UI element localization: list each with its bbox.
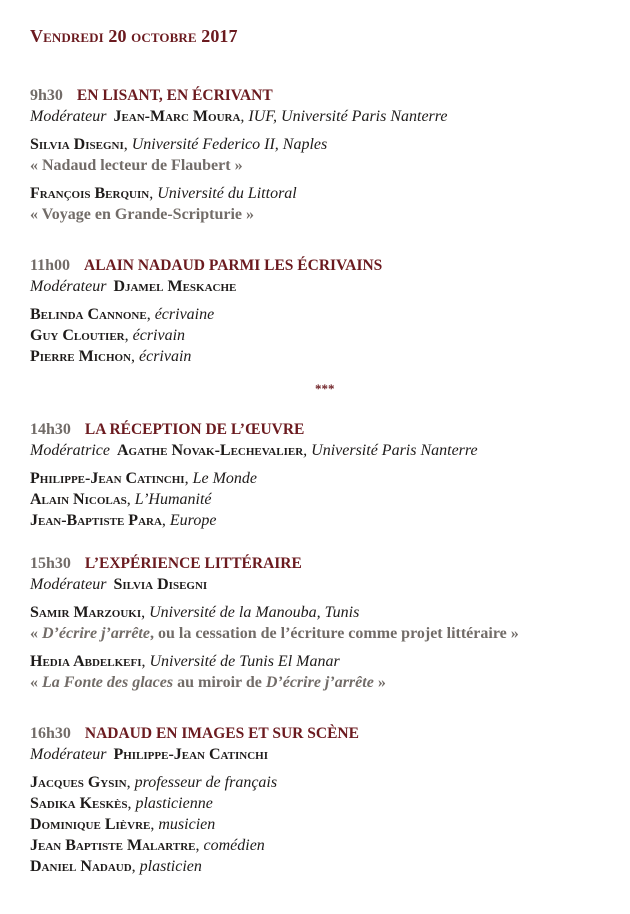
moderator-role: Modérateur [30, 576, 107, 593]
section-separator: *** [315, 381, 335, 396]
session-header [30, 724, 610, 744]
speaker-affiliation: Le Monde [192, 470, 258, 487]
speaker-name: Jean-Baptiste Para [30, 512, 162, 529]
book-title: D’écrire j’arrête [42, 625, 150, 642]
speaker-name: Dominique Lièvre [30, 816, 151, 833]
speaker-affiliation: écrivaine [154, 306, 215, 323]
session-header [30, 86, 610, 106]
day-title: Vendredi 20 octobre 2017 [30, 26, 238, 46]
speaker-affiliation: musicien [158, 816, 216, 833]
speaker-affiliation: Université du Littoral [157, 185, 297, 202]
moderator-affiliation: , Université Paris Nanterre [303, 442, 478, 459]
moderator-name: Silvia Disegni [113, 576, 208, 593]
talk-title: « Voyage en Grande-Scripturie » [30, 206, 254, 223]
moderator-line [30, 744, 610, 765]
moderator-role: Modérateur [30, 108, 107, 125]
speaker-name: François Berquin [30, 185, 150, 202]
session-title: EN LISANT, EN ÉCRIVANT [76, 87, 273, 104]
session-header [30, 256, 610, 276]
speaker-affiliation: plasticien [139, 858, 202, 875]
moderator-name: Philippe-Jean Catinchi [113, 746, 269, 763]
session-1530 [30, 554, 610, 693]
session-title: NADAUD EN IMAGES ET SUR SCÈNE [84, 725, 359, 742]
moderator-line [30, 440, 610, 461]
session-time: 15h30 [30, 555, 71, 572]
speaker: Pierre Michon, écrivain [30, 348, 192, 365]
moderator-role: Modérateur [30, 746, 107, 763]
book-title: La Fonte des glaces [42, 674, 174, 691]
speaker-name: Sadika Keskès [30, 795, 128, 812]
speaker-affiliation: L’Humanité [134, 491, 212, 508]
session-header [30, 554, 610, 574]
speaker: Hedia Abdelkefi, Université de Tunis El Manar [30, 653, 340, 670]
session-1630 [30, 724, 610, 877]
moderator-name: Jean-Marc Moura [113, 108, 241, 125]
moderator-role: Modérateur [30, 278, 107, 295]
speaker: Jean-Baptiste Para, Europe [30, 512, 217, 529]
speaker: Samir Marzouki, Université de la Manouba, Tunis [30, 604, 360, 621]
moderator-name: Agathe Novak-Lechevalier [116, 442, 304, 459]
speaker: François Berquin, Université du Littoral [30, 185, 297, 202]
speaker-affiliation: Université de Tunis El Manar [149, 653, 340, 670]
speaker-affiliation: écrivain [132, 327, 186, 344]
speaker-name: Hedia Abdelkefi [30, 653, 142, 670]
talk-title: « La Fonte des glaces au miroir de D’écrire j’arrête » [30, 674, 386, 691]
speaker: Belinda Cannone, écrivaine [30, 306, 215, 323]
speaker: Daniel Nadaud, plasticien [30, 858, 202, 875]
session-time: 16h30 [30, 725, 71, 742]
speaker-affiliation: comédien [203, 837, 265, 854]
moderator-affiliation: , IUF, Université Paris Nanterre [240, 108, 448, 125]
speaker: Silvia Disegni, Université Federico II, Naples [30, 136, 328, 153]
session-title: LA RÉCEPTION DE L’ŒUVRE [84, 421, 305, 438]
speaker-name: Jean Baptiste Malartre [30, 837, 196, 854]
speaker-name: Silvia Disegni [30, 136, 124, 153]
speaker-name: Guy Cloutier [30, 327, 125, 344]
moderator-line [30, 276, 610, 297]
speaker-name: Samir Marzouki [30, 604, 142, 621]
speaker-affiliation: Europe [169, 512, 217, 529]
speaker-affiliation: plasticienne [135, 795, 213, 812]
speaker-name: Daniel Nadaud [30, 858, 132, 875]
speaker-affiliation: professeur de français [134, 774, 278, 791]
session-title: L’EXPÉRIENCE LITTÉRAIRE [84, 555, 302, 572]
speaker: Guy Cloutier, écrivain [30, 327, 186, 344]
session-time: 11h00 [30, 257, 71, 274]
speaker: Alain Nicolas, L’Humanité [30, 491, 212, 508]
session-1430 [30, 420, 610, 531]
session-title: ALAIN NADAUD PARMI LES ÉCRIVAINS [84, 257, 383, 274]
speaker: Jacques Gysin, professeur de français [30, 774, 278, 791]
speaker-name: Belinda Cannone [30, 306, 147, 323]
session-0930 [30, 86, 610, 225]
session-time: 9h30 [30, 87, 63, 104]
speaker-affiliation: écrivain [139, 348, 192, 365]
book-title: D’écrire j’arrête [265, 674, 374, 691]
speaker-name: Pierre Michon [30, 348, 131, 365]
moderator-name: Djamel Meskache [113, 278, 237, 295]
speaker: Philippe-Jean Catinchi, Le Monde [30, 470, 258, 487]
speaker-name: Philippe-Jean Catinchi [30, 470, 185, 487]
speaker-name: Alain Nicolas [30, 491, 127, 508]
speaker: Sadika Keskès, plasticienne [30, 795, 213, 812]
session-1100 [30, 256, 610, 367]
speaker-affiliation: Université Federico II, Naples [131, 136, 328, 153]
moderator-role: Modératrice [30, 442, 110, 459]
moderator-line [30, 106, 610, 127]
speaker-name: Jacques Gysin [30, 774, 127, 791]
moderator-line [30, 574, 610, 595]
speaker-affiliation: Université de la Manouba, Tunis [149, 604, 360, 621]
program-page [30, 24, 610, 875]
talk-title: « D’écrire j’arrête, ou la cessation de l’écriture comme projet littéraire » [30, 625, 519, 642]
session-time: 14h30 [30, 421, 71, 438]
speaker: Dominique Lièvre, musicien [30, 816, 216, 833]
talk-title: « Nadaud lecteur de Flaubert » [30, 157, 243, 174]
session-header [30, 420, 610, 440]
speaker: Jean Baptiste Malartre, comédien [30, 837, 265, 854]
